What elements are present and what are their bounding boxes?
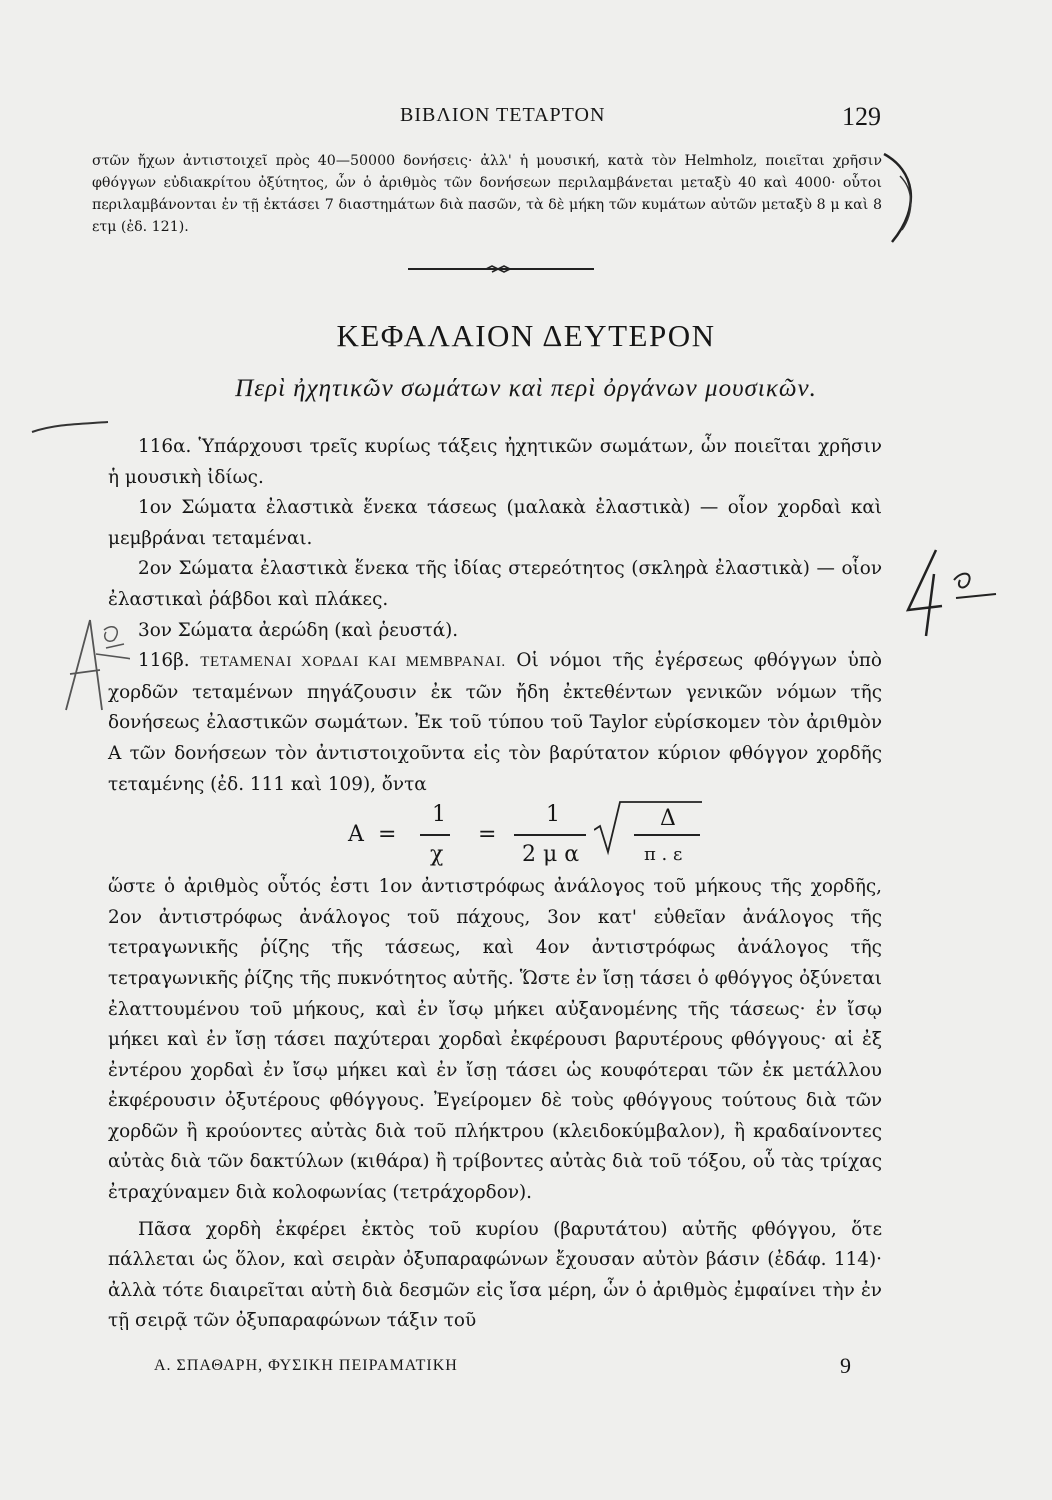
fraction-numerator: 1 <box>546 802 560 828</box>
signature-mark: 9 <box>840 1353 851 1378</box>
fraction-bar <box>514 834 586 836</box>
chapter-title: ΚΕΦΑΛΑΙΟΝ ΔΕΥΤΕΡΟΝ <box>336 318 716 353</box>
paragraph: Πᾶσα χορδὴ ἐκφέρει ἐκτὸς τοῦ κυρίου (βαρυτάτου) αὐτῆς φθόγγου, ὅτε πάλλεται ὡς ὅλον, καὶ σειρὰν ὀξυπαραφώνων ἔχουσαν αὐτὸν βάσιν (ἐδάφ. 114)· ἀλλὰ τότε διαιρεῖται αὐτὴ διὰ δεσμῶν εἰς ἴσα μέρη, ὧν ὁ ἀριθμὸς ἐμφαίνει τὴν ἐν τῇ σειρᾷ τῶν ὀξυπαραφώνων τάξιν τοῦ <box>108 1218 882 1332</box>
section-number: 116β. <box>138 650 190 672</box>
taylor-formula <box>108 800 882 872</box>
handwritten-margin-note <box>896 540 1006 640</box>
section-heading: ΤΕΤΑΜΕΝΑΙ ΧΟΡΔΑΙ ΚΑΙ ΜΕΜΒΡΑΝΑΙ. <box>200 654 506 671</box>
paragraph: 1ον Σώματα ἐλαστικὰ ἕνεκα τάσεως (μαλακὰ ἐλαστικὰ) — οἷον χορδαὶ καὶ μεμβράναι τεταμέναι. <box>108 497 882 549</box>
handwritten-margin-line <box>30 420 110 440</box>
root-numerator: Δ <box>660 806 676 832</box>
root-denominator: π . ε <box>644 844 683 866</box>
formula-lhs: Α <box>348 822 364 848</box>
paragraph: ὥστε ὁ ἀριθμὸς οὗτός ἐστι 1ον ἀντιστρόφως ἀνάλογος τοῦ μήκους τῆς χορδῆς, 2ον ἀντιστρόφως ἀνάλογος τοῦ πάχους, 3ον κατ' εὐθεῖαν ἀνάλογος τῆς τετραγωνικῆς ῥίζης τῆς τάσεως, καὶ 4ον ἀντιστρόφως ἀνάλογος τῆς τετραγωνικῆς ῥίζης τῆς πυκνότητος αὐτῆς. Ὥστε ἐν ἴσῃ τάσει ὁ φθόγγος ὀξύνεται ἐλαττουμένου τοῦ μήκους, καὶ ἐν ἴσῳ μήκει αὐξανομένης τῆς τάσεως· ἐν ἴσῳ μήκει καὶ ἐν ἴσῃ τάσει παχύτεραι χορδαὶ ἐκφέρουσι βαρυτέρους φθόγγους· αἱ ἐξ ἐντέρου χορδαὶ ἐν ἴσῳ μήκει καὶ ἐν ἴσῃ τάσει ὡς κουφότεραι τῶν ἐκ μετάλλου ἐκφέρουσιν ὀξυτέρους φθόγγους. Ἐγείρομεν δὲ τοὺς φθόγγους τούτους διὰ τῶν χορδῶν ἢ κρούοντες αὐτὰς διὰ τοῦ πλήκτρου (κλειδοκύμβαλον), ἢ κραδαίνοντες αὐτὰς διὰ τῶν δακτύλων (κιθάρα) ἢ τρίβοντες αὐτὰς διὰ τοῦ τόξου, οὗ τὰς τρίχας ἐτραχύναμεν διὰ κολοφωνίας (τετράχορδον). <box>108 876 882 1204</box>
page-footer <box>0 1353 1052 1383</box>
section-text: Οἱ νόμοι τῆς ἐγέρσεως φθόγγων ὑπὸ χορδῶν τεταμένων πηγάζουσιν ἐκ τῶν ἤδη ἐκτεθέντων γενικῶν νόμων τῆς δονήσεως ἐλαστικῶν σωμάτων. Ἐκ τοῦ τύπου τοῦ Taylor εὑρίσκομεν τὸν ἀριθμὸν Α τῶν δονήσεων τὸν ἀντιστοιχοῦντα εἰς τὸν βαρύτατον κύριον φθόγγον χορδῆς τεταμένης (ἐδ. 111 καὶ 109), ὄντα <box>108 650 882 795</box>
footnote-text: στῶν ἤχων ἀντιστοιχεῖ πρὸς 40—50000 δονήσεις· ἀλλ' ἡ μουσική, κατὰ τὸν Helmholz, ποιεῖται χρῆσιν φθόγγων εὐδιακρίτου ὀξύτητος, ὧν ὁ ἀριθμὸς τῶν δονήσεων περιλαμβάνεται μεταξὺ 40 καὶ 4000· οὗτοι περιλαμβάνονται ἐν τῇ ἐκτάσει 7 διαστημάτων διὰ πασῶν, τὰ δὲ μήκη τῶν κυμάτων αὐτῶν μεταξὺ 8 μ καὶ 8 ετμ (ἐδ. 121). <box>92 153 882 235</box>
handwritten-bracket-mark <box>874 150 934 250</box>
fraction-denominator: χ <box>430 842 444 868</box>
body-text <box>108 432 882 1337</box>
paragraph: 2ον Σώματα ἐλαστικὰ ἕνεκα τῆς ἰδίας στερεότητος (σκληρὰ ἐλαστικὰ) — οἷον ἐλαστικαὶ ῥάβδοι καὶ πλάκες. <box>108 558 882 610</box>
footer-author-title: Α. ΣΠΑΘΑΡΗ, ΦΥΣΙΚΗ ΠΕΙΡΑΜΑΤΙΚΗ <box>154 1357 458 1374</box>
formula-equals: = <box>478 822 497 848</box>
chapter-subtitle: Περὶ ἠχητικῶν σωμάτων καὶ περὶ ὀργάνων μουσικῶν. <box>235 375 817 402</box>
footnote-continuation <box>92 150 882 238</box>
paragraph: 3ον Σώματα ἀερώδη (καὶ ῥευστά). <box>138 619 459 641</box>
fraction-denominator: 2 μ α <box>522 842 580 868</box>
running-head <box>0 104 1052 134</box>
running-title: ΒΙΒΛΙΟΝ ΤΕΤΑΡΤΟΝ <box>400 104 606 126</box>
handwritten-margin-note <box>40 600 130 730</box>
fraction-bar <box>420 834 450 836</box>
section-divider <box>408 268 594 270</box>
section-paragraph <box>108 646 882 800</box>
page-number: 129 <box>842 102 881 131</box>
paragraph: 116α. Ὑπάρχουσι τρεῖς κυρίως τάξεις ἠχητικῶν σωμάτων, ὧν ποιεῖται χρῆσιν ἡ μουσικὴ ἰδίως. <box>108 436 882 488</box>
fraction-numerator: 1 <box>432 802 446 828</box>
divider-ornament <box>486 265 516 273</box>
formula-equals: = <box>378 822 397 848</box>
fraction-bar <box>634 834 700 836</box>
